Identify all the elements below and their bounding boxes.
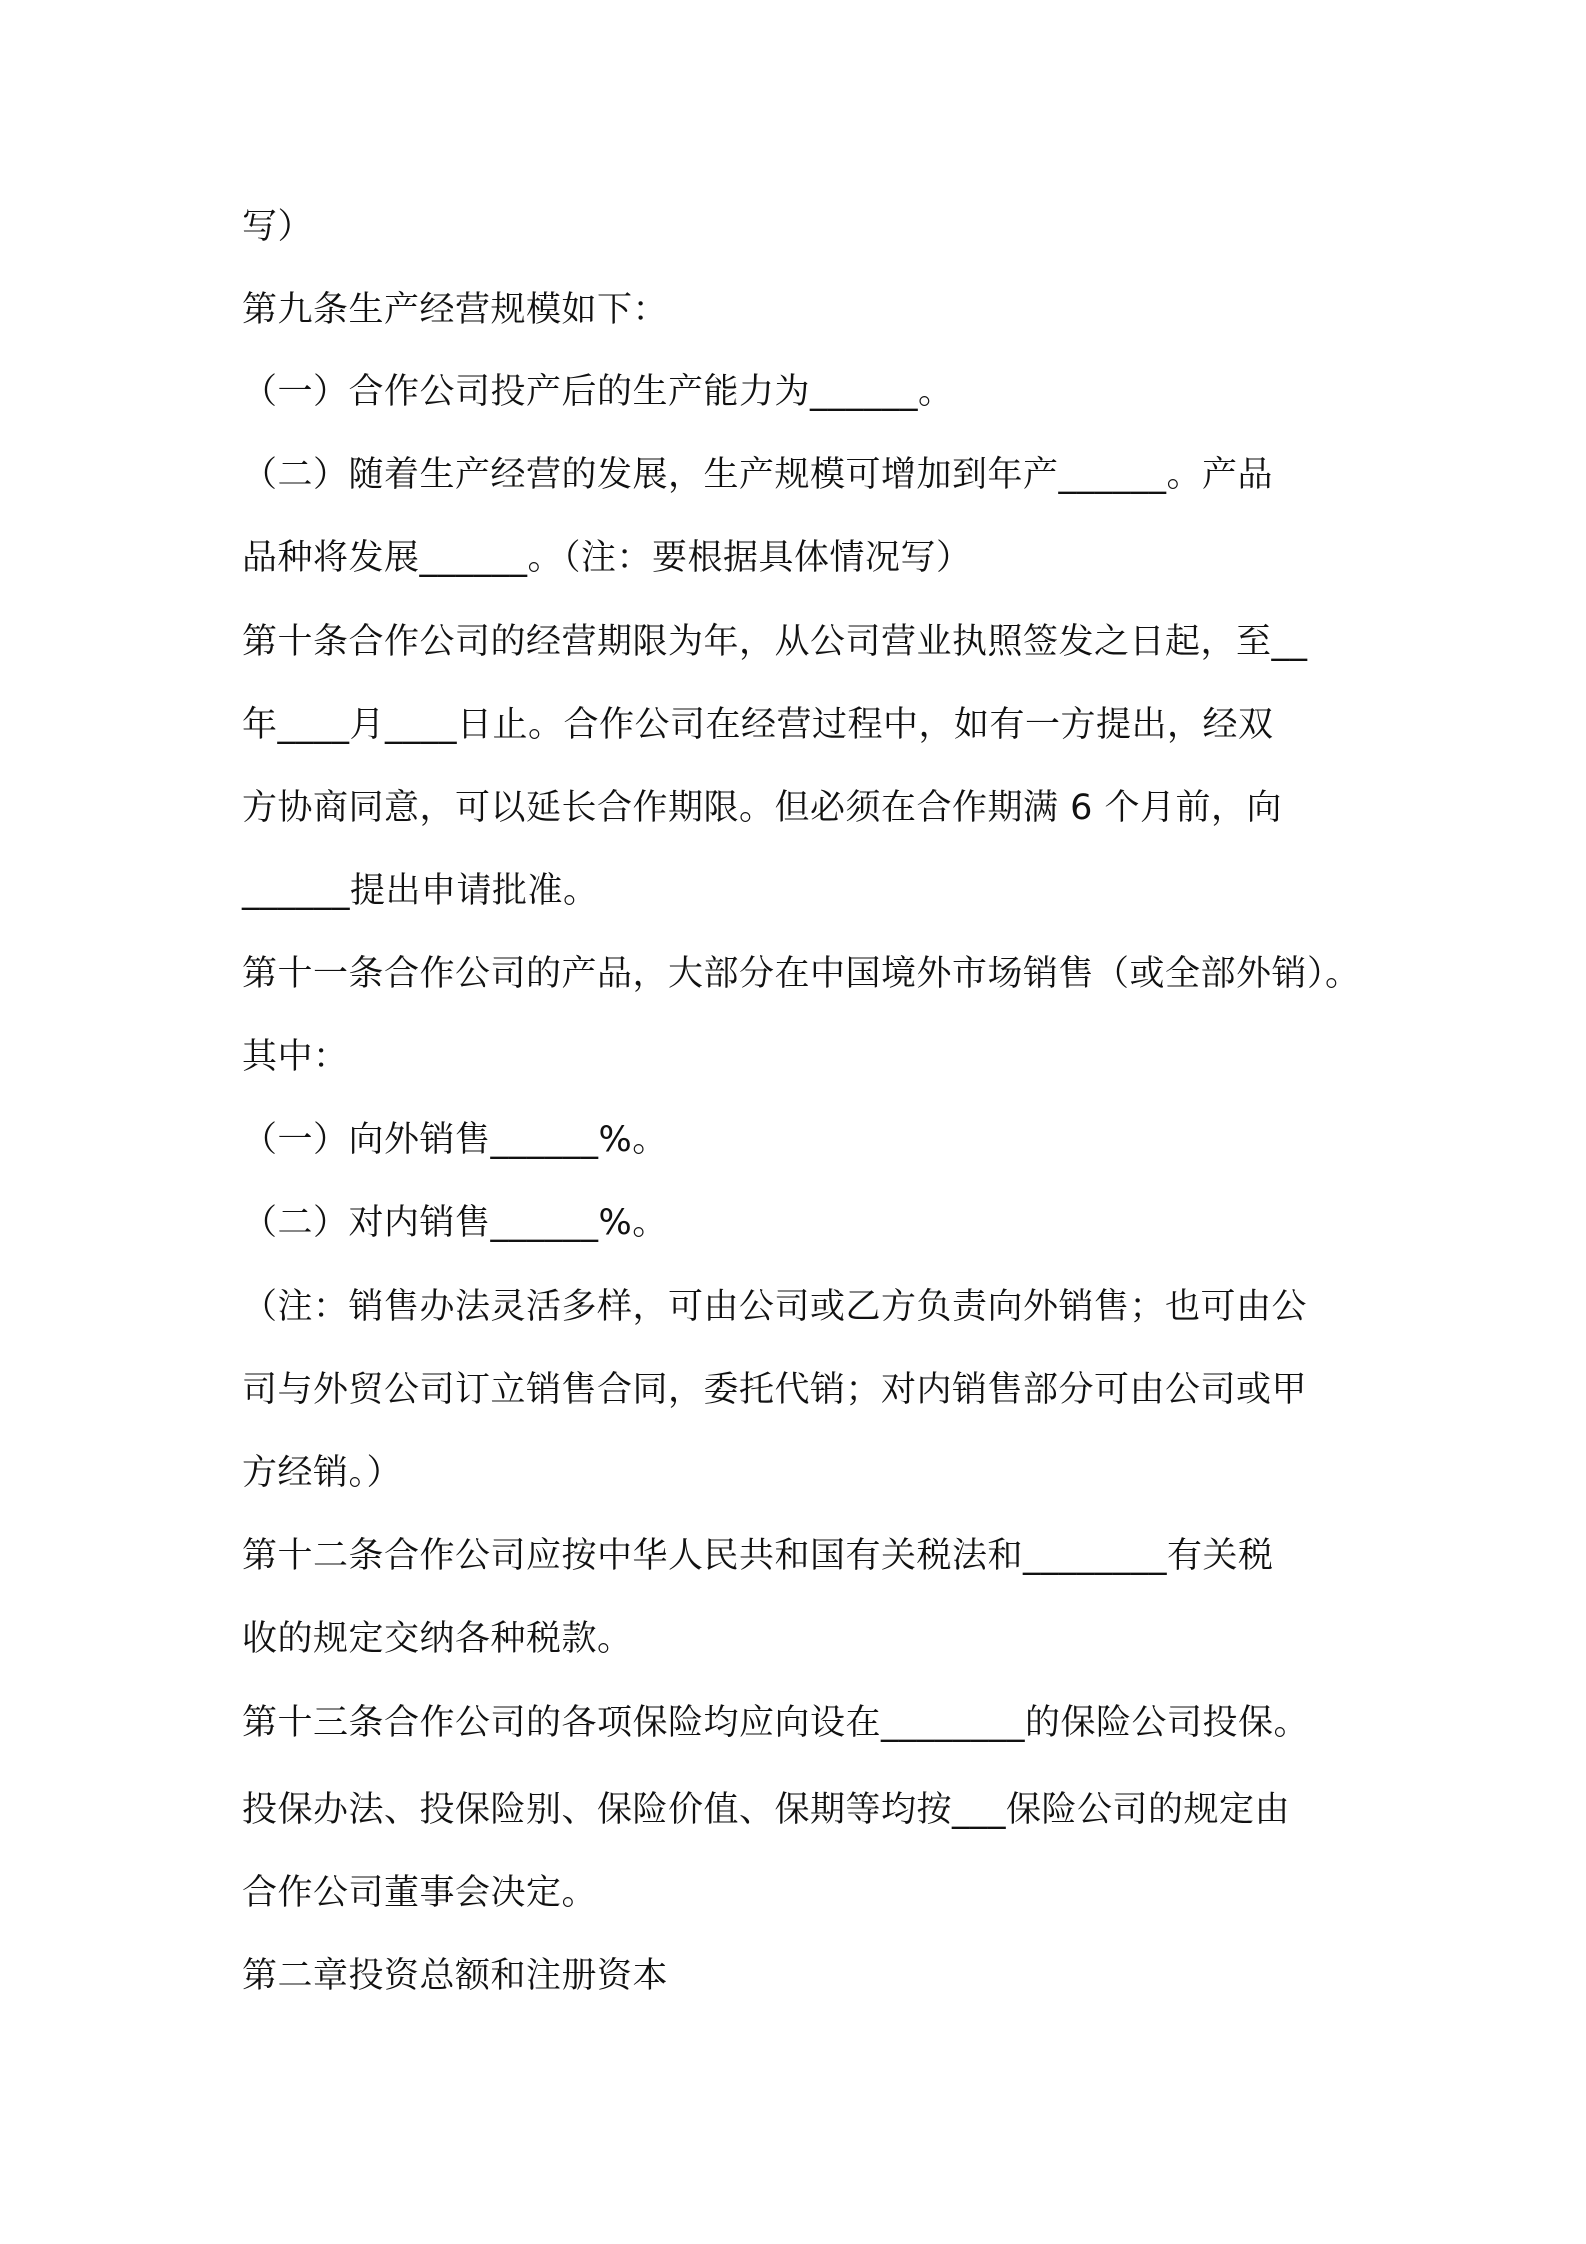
text-line: 年____月____日止。合作公司在经营过程中，如有一方提出，经双 <box>242 705 1274 745</box>
text-line: （二）对内销售______%。 <box>242 1203 668 1243</box>
text-line: 其中： <box>242 1037 349 1077</box>
article-heading: 第十一条合作公司的产品，大部分在中国境外市场销售（或全部外销）。 <box>242 954 1361 994</box>
article-heading: 第十二条合作公司应按中华人民共和国有关税法和________有关税 <box>242 1536 1274 1576</box>
note-line: 司与外贸公司订立销售合同，委托代销；对内销售部分可由公司或甲 <box>242 1370 1308 1410</box>
text-line: 投保办法、投保险别、保险价值、保期等均按___保险公司的规定由 <box>242 1790 1291 1830</box>
text-line: 品种将发展______。（注：要根据具体情况写） <box>242 538 972 578</box>
note-line: （注：销售办法灵活多样，可由公司或乙方负责向外销售；也可由公 <box>242 1287 1308 1327</box>
text-line: （二）随着生产经营的发展，生产规模可增加到年产______。产品 <box>242 455 1274 495</box>
note-line: 方经销。） <box>242 1453 403 1493</box>
article-heading: 第九条生产经营规模如下： <box>242 290 669 330</box>
text-line: （一）合作公司投产后的生产能力为______。 <box>242 372 954 412</box>
text-line: 写） <box>242 207 314 247</box>
text-line: 收的规定交纳各种税款。 <box>242 1619 633 1659</box>
text-line: 方协商同意，可以延长合作期限。但必须在合作期满 6 个月前，向 <box>242 788 1283 828</box>
article-heading: 第十三条合作公司的各项保险均应向设在________的保险公司投保。 <box>242 1703 1310 1743</box>
chapter-heading: 第二章投资总额和注册资本 <box>242 1956 669 1996</box>
text-line: 合作公司董事会决定。 <box>242 1873 598 1913</box>
text-line: ______提出申请批准。 <box>242 871 599 911</box>
article-heading: 第十条合作公司的经营期限为年，从公司营业执照签发之日起，至__ <box>242 622 1308 662</box>
text-line: （一）向外销售______%。 <box>242 1120 668 1160</box>
